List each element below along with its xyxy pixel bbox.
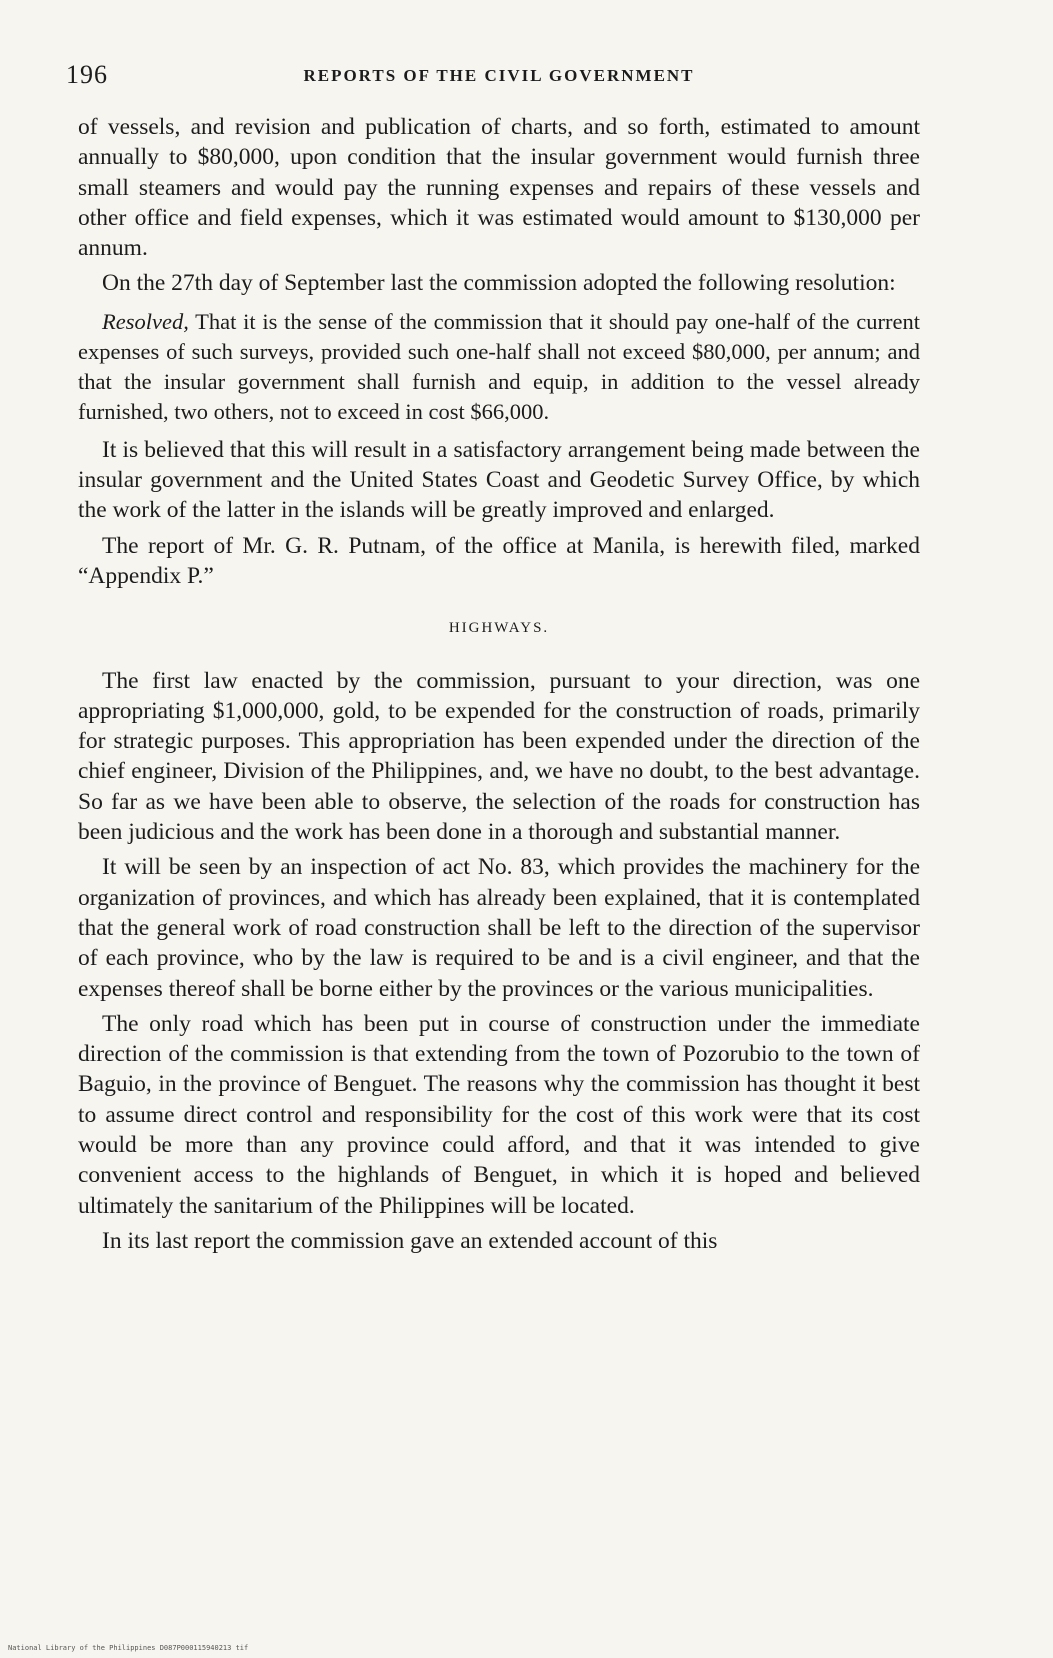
resolution-block bbox=[78, 307, 920, 427]
resolution-text: That it is the sense of the commission that it should pay one-half of the current expenses of such surveys, provided such one-half shall not exceed $80,000, per annum; and that the insular government shall furnish and equip, in addition to the vessel already furnished, two others, not to exceed in cost $66,000. bbox=[78, 308, 920, 424]
paragraph: The report of Mr. G. R. Putnam, of the office at Manila, is herewith filed, marked “Appendix P.” bbox=[78, 532, 920, 589]
running-head bbox=[66, 58, 920, 98]
paragraph: of vessels, and revision and publication of charts, and so forth, estimated to amount annually to $80,000, upon condition that the insular government would furnish three small steamers and would pay the running expenses and repairs of these vessels and other office and field expenses, which it was estimated would amount to $130,000 per annum. bbox=[78, 114, 920, 262]
document-page bbox=[66, 58, 920, 1261]
resolution-lead: Resolved, bbox=[102, 308, 189, 334]
section-heading: HIGHWAYS. bbox=[448, 620, 550, 637]
paragraph: The first law enacted by the commission, pursuant to your direction, was one appropriating $1,000,000, gold, to be expended for the construction of roads, primarily for strategic purposes. This appropriation has been expended under the direction of the chief engineer, Division of the Philippines, and, we have no doubt, to the best advantage. So far as we have been able to observe, the selection of the roads for construction has been judicious and the work has been done in a thorough and substantial manner. bbox=[78, 667, 920, 846]
page-number: 196 bbox=[66, 60, 108, 89]
paragraph: It is believed that this will result in a satisfactory arrangement being made between the insular government and the United States Coast and Geodetic Survey Office, by which the work of the latter in the islands will be greatly improved and enlarged. bbox=[78, 436, 920, 524]
paragraph: On the 27th day of September last the commission adopted the following resolution: bbox=[102, 270, 896, 297]
paragraph: It will be seen by an inspection of act No. 83, which provides the machinery for the organization of provinces, and which has already been explained, that it is contemplated that the general work of road construction shall be left to the direction of the supervisor of each province, who by the law is required to be and is a civil engineer, and that the expenses thereof shall be borne either by the provinces or the various municipalities. bbox=[78, 854, 920, 1002]
paragraph: In its last report the commission gave an extended account of this bbox=[102, 1227, 718, 1254]
scan-footer: National Library of the Philippines D087P000115940213 tif bbox=[8, 1644, 249, 1652]
body-text bbox=[78, 112, 920, 1256]
paragraph: The only road which has been put in course of construction under the immediate direction of the commission is that extending from the town of Pozorubio to the town of Baguio, in the province of Benguet. The reasons why the commission has thought it best to assume direct control and responsibility for the cost of this work were that its cost would be more than any province could afford, and that it was intended to give convenient access to the highlands of Benguet, in which it is hoped and believed ultimately the sanitarium of the Philippines will be located. bbox=[78, 1010, 920, 1219]
running-title: REPORTS OF THE CIVIL GOVERNMENT bbox=[303, 66, 695, 85]
